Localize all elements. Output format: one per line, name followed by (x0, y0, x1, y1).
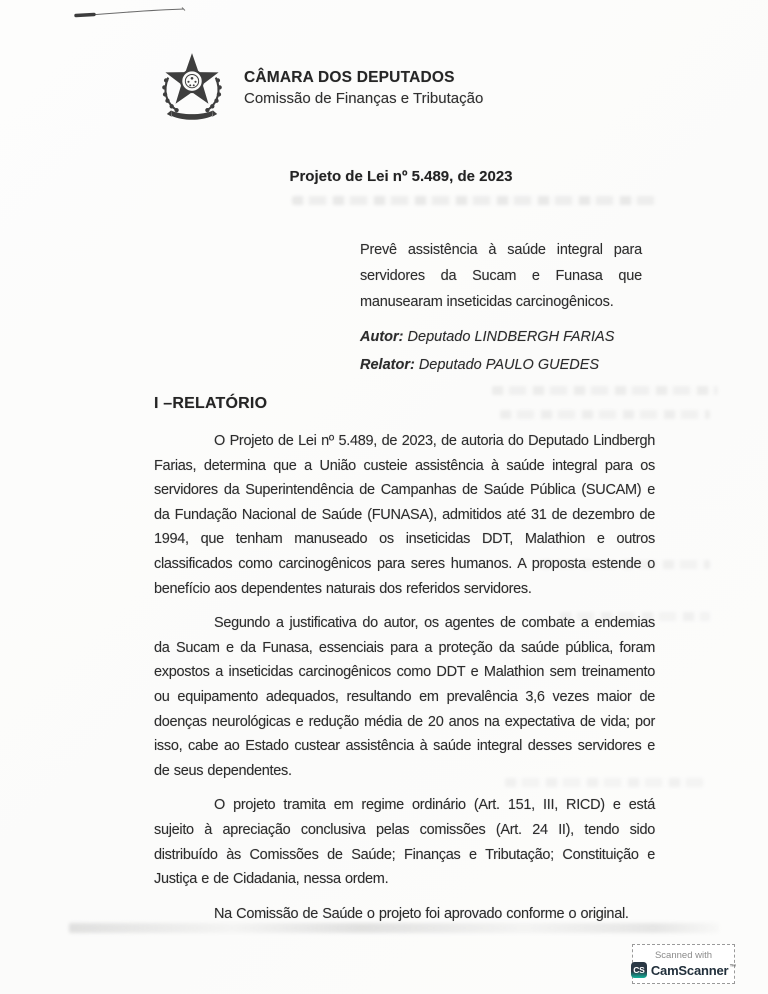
scanned-with-text: Scanned with (654, 950, 713, 961)
author-label: Autor: (360, 329, 404, 345)
bleedthrough-smudge (292, 196, 658, 205)
camscanner-watermark (632, 944, 735, 984)
bleedthrough-smudge (492, 386, 718, 395)
committee-name: Comissão de Finanças e Tributação (244, 90, 484, 107)
bill-summary: Prevê assistência à saúde integral para servidores da Sucam e Funasa que manusearam inseticidas carcinogênicos. (360, 242, 642, 310)
document-title: Projeto de Lei nº 5.489, de 2023 (289, 168, 513, 185)
camscanner-icon: CS (631, 962, 647, 978)
rapporteur-line (360, 357, 599, 373)
camscanner-logo (631, 962, 736, 978)
paragraph: Segundo a justificativa do autor, os agentes de combate a endemias da Sucam e da Funasa, essenciais para a proteção da saúde pública, foram expostos a inseticidas carcinogênicos como DDT e Malathion sem treinamento ou equipamento adequados, resultando em prevalência 3,6 vezes maior de doenças neurológicas e redução média de 20 anos na expectativa de vida; por isso, cabe ao Estado custear assistência à saúde integral desses servidores e de seus dependentes. (154, 615, 655, 779)
paragraph: O projeto tramita em regime ordinário (Art. 151, III, RICD) e está sujeito à apreciação conclusiva pelas comissões (Art. 24 II), tendo sido distribuído às Comissões de Saúde; Finanças e Tributação; Constituição e Justiça e de Cidadania, nessa ordem. (154, 797, 655, 888)
paragraph: O Projeto de Lei nº 5.489, de 2023, de autoria do Deputado Lindbergh Farias, determina que a União custeie assistência à saúde integral para os servidores da Superintendência de Campanhas de Saúde Pública (SUCAM) e da Fundação Nacional de Saúde (FUNASA), admitidos até 31 de dezembro de 1994, que tenham manuseado os inseticidas DDT, Malathion e outros classificados como carcinogênicos para seres humanos. A proposta estende o benefício aos dependentes naturais dos referidos servidores. (154, 433, 655, 597)
report-body (154, 429, 655, 936)
rapporteur-label: Relator: (360, 357, 415, 373)
camscanner-name: CamScanner™ (650, 962, 737, 978)
author-name: Deputado LINDBERGH FARIAS (407, 329, 615, 345)
section-heading-relatorio: I –RELATÓRIO (154, 395, 268, 412)
letterhead (157, 49, 483, 123)
paragraph: Na Comissão de Saúde o projeto foi aprovado conforme o original. (214, 905, 629, 922)
trademark-symbol: ™ (729, 964, 737, 972)
pen-scribble-mark (72, 3, 197, 25)
brazil-coat-of-arms-icon (157, 49, 227, 123)
rapporteur-name: Deputado PAULO GUEDES (418, 357, 600, 373)
author-line (360, 329, 614, 345)
org-name: CÂMARA DOS DEPUTADOS (244, 69, 455, 86)
bleedthrough-smudge (500, 410, 710, 419)
